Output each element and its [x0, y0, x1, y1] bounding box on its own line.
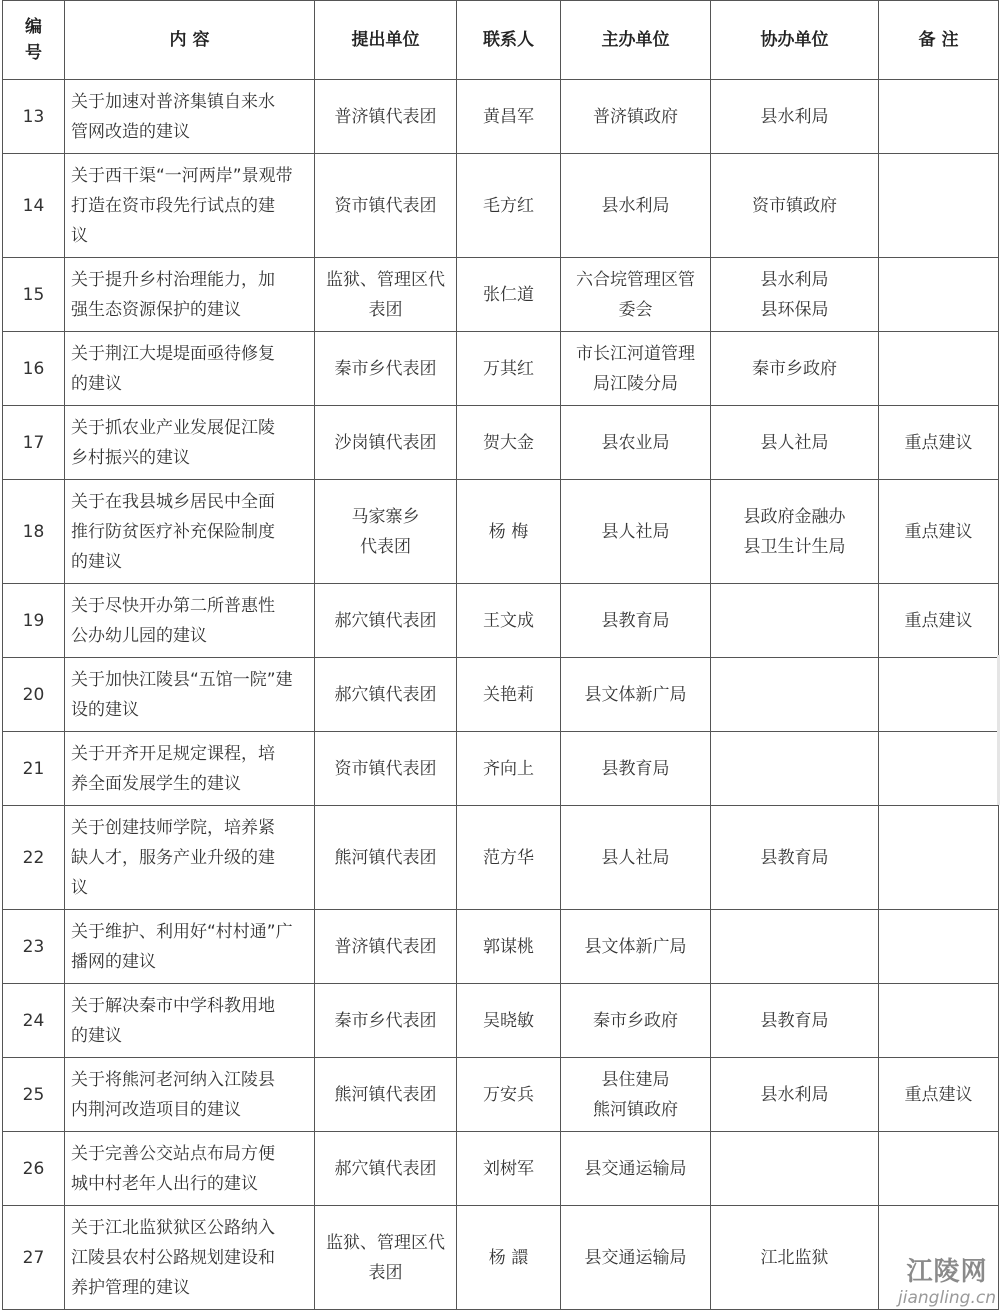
row-host: 六合垸管理区管 委会: [561, 258, 711, 332]
table-row: [3, 1058, 999, 1132]
row-contact: 关艳莉: [457, 658, 561, 732]
header-contact: 联系人: [457, 1, 561, 80]
row-assist: [711, 584, 879, 658]
row-content: 关于提升乡村治理能力，加 强生态资源保护的建议: [65, 258, 315, 332]
row-assist: [711, 910, 879, 984]
row-remark: 重点建议: [879, 406, 999, 480]
row-remark: [879, 1132, 999, 1206]
row-contact: 张仁道: [457, 258, 561, 332]
row-number: 22: [3, 806, 65, 910]
table-row: [3, 806, 999, 910]
row-host: 县人社局: [561, 480, 711, 584]
row-remark: 重点建议: [879, 584, 999, 658]
row-number: 27: [3, 1206, 65, 1310]
row-host: 县农业局: [561, 406, 711, 480]
row-host: 县文体新广局: [561, 658, 711, 732]
row-number: 18: [3, 480, 65, 584]
row-remark: 重点建议: [879, 1058, 999, 1132]
row-assist: [711, 732, 879, 806]
row-content: 关于解决秦市中学科教用地 的建议: [65, 984, 315, 1058]
table-row: [3, 1132, 999, 1206]
row-assist: 资市镇政府: [711, 154, 879, 258]
row-proposer: 资市镇代表团: [315, 732, 457, 806]
table-row: [3, 258, 999, 332]
row-proposer: 监狱、管理区代 表团: [315, 258, 457, 332]
row-contact: 吴晓敏: [457, 984, 561, 1058]
row-content: 关于在我县城乡居民中全面 推行防贫医疗补充保险制度 的建议: [65, 480, 315, 584]
row-remark: [879, 732, 999, 806]
header-content: 内 容: [65, 1, 315, 80]
row-content: 关于完善公交站点布局方便 城中村老年人出行的建议: [65, 1132, 315, 1206]
header-row: [3, 1, 999, 80]
table-row: [3, 80, 999, 154]
header-remark: 备 注: [879, 1, 999, 80]
table-row: [3, 732, 999, 806]
table-row: [3, 480, 999, 584]
row-proposer: 熊河镇代表团: [315, 1058, 457, 1132]
watermark-logo: 江陵网 jiangling.cn: [898, 1257, 996, 1308]
row-content: 关于维护、利用好“村村通”广 播网的建议: [65, 910, 315, 984]
row-number: 16: [3, 332, 65, 406]
row-proposer: 资市镇代表团: [315, 154, 457, 258]
row-contact: 万其红: [457, 332, 561, 406]
row-contact: 毛方红: [457, 154, 561, 258]
row-number: 17: [3, 406, 65, 480]
row-proposer: 马家寨乡 代表团: [315, 480, 457, 584]
row-assist: 县教育局: [711, 806, 879, 910]
row-proposer: 普济镇代表团: [315, 910, 457, 984]
row-content: 关于将熊河老河纳入江陵县 内荆河改造项目的建议: [65, 1058, 315, 1132]
row-proposer: 普济镇代表团: [315, 80, 457, 154]
row-assist: [711, 658, 879, 732]
row-content: 关于尽快开办第二所普惠性 公办幼儿园的建议: [65, 584, 315, 658]
row-proposer: 郝穴镇代表团: [315, 584, 457, 658]
table-row: [3, 154, 999, 258]
row-host: 县人社局: [561, 806, 711, 910]
row-contact: 贺大金: [457, 406, 561, 480]
row-contact: 杨 譞: [457, 1206, 561, 1310]
row-host: 县教育局: [561, 732, 711, 806]
table-row: [3, 910, 999, 984]
row-number: 14: [3, 154, 65, 258]
row-contact: 齐向上: [457, 732, 561, 806]
header-number: 编 号: [3, 1, 65, 80]
row-assist: 县人社局: [711, 406, 879, 480]
row-remark: [879, 910, 999, 984]
header-host: 主办单位: [561, 1, 711, 80]
header-assist: 协办单位: [711, 1, 879, 80]
row-proposer: 秦市乡代表团: [315, 984, 457, 1058]
row-remark: [879, 806, 999, 910]
row-number: 21: [3, 732, 65, 806]
table-row: [3, 332, 999, 406]
row-content: 关于荆江大堤堤面亟待修复 的建议: [65, 332, 315, 406]
table-row: [3, 406, 999, 480]
row-remark: 重点建议: [879, 480, 999, 584]
row-contact: 万安兵: [457, 1058, 561, 1132]
row-host: 县交通运输局: [561, 1132, 711, 1206]
row-assist: 秦市乡政府: [711, 332, 879, 406]
row-remark: [879, 80, 999, 154]
row-remark: [879, 658, 999, 732]
row-proposer: 监狱、管理区代 表团: [315, 1206, 457, 1310]
proposals-table: [2, 0, 999, 1310]
row-host: 县文体新广局: [561, 910, 711, 984]
row-assist: 县水利局: [711, 80, 879, 154]
row-proposer: 秦市乡代表团: [315, 332, 457, 406]
row-content: 关于江北监狱狱区公路纳入 江陵县农村公路规划建设和 养护管理的建议: [65, 1206, 315, 1310]
row-assist: 县教育局: [711, 984, 879, 1058]
row-assist: 县水利局 县环保局: [711, 258, 879, 332]
row-assist: 县水利局: [711, 1058, 879, 1132]
row-number: 25: [3, 1058, 65, 1132]
row-number: 23: [3, 910, 65, 984]
row-number: 19: [3, 584, 65, 658]
row-remark: [879, 258, 999, 332]
table-row: [3, 584, 999, 658]
row-content: 关于加快江陵县“五馆一院”建 设的建议: [65, 658, 315, 732]
row-contact: 刘树军: [457, 1132, 561, 1206]
row-remark: [879, 154, 999, 258]
row-number: 13: [3, 80, 65, 154]
row-proposer: 沙岗镇代表团: [315, 406, 457, 480]
row-content: 关于加速对普济集镇自来水 管网改造的建议: [65, 80, 315, 154]
row-content: 关于开齐开足规定课程，培 养全面发展学生的建议: [65, 732, 315, 806]
row-host: 县水利局: [561, 154, 711, 258]
row-host: 县交通运输局: [561, 1206, 711, 1310]
table-row: [3, 984, 999, 1058]
row-content: 关于西干渠“一河两岸”景观带 打造在资市段先行试点的建 议: [65, 154, 315, 258]
row-host: 县教育局: [561, 584, 711, 658]
row-proposer: 郝穴镇代表团: [315, 658, 457, 732]
table-row: [3, 1206, 999, 1310]
row-contact: 范方华: [457, 806, 561, 910]
row-proposer: 郝穴镇代表团: [315, 1132, 457, 1206]
row-host: 普济镇政府: [561, 80, 711, 154]
row-host: 市长江河道管理 局江陵分局: [561, 332, 711, 406]
row-content: 关于抓农业产业发展促江陵 乡村振兴的建议: [65, 406, 315, 480]
row-assist: [711, 1132, 879, 1206]
row-assist: 江北监狱: [711, 1206, 879, 1310]
row-content: 关于创建技师学院，培养紧 缺人才，服务产业升级的建 议: [65, 806, 315, 910]
row-number: 26: [3, 1132, 65, 1206]
header-proposer: 提出单位: [315, 1, 457, 80]
row-remark: [879, 984, 999, 1058]
row-proposer: 熊河镇代表团: [315, 806, 457, 910]
row-host: 秦市乡政府: [561, 984, 711, 1058]
row-contact: 杨 梅: [457, 480, 561, 584]
row-number: 15: [3, 258, 65, 332]
row-remark: [879, 332, 999, 406]
row-contact: 王文成: [457, 584, 561, 658]
row-assist: 县政府金融办 县卫生计生局: [711, 480, 879, 584]
row-number: 20: [3, 658, 65, 732]
row-number: 24: [3, 984, 65, 1058]
row-contact: 郭谋桃: [457, 910, 561, 984]
row-host: 县住建局 熊河镇政府: [561, 1058, 711, 1132]
row-contact: 黄昌军: [457, 80, 561, 154]
table-row: [3, 658, 999, 732]
